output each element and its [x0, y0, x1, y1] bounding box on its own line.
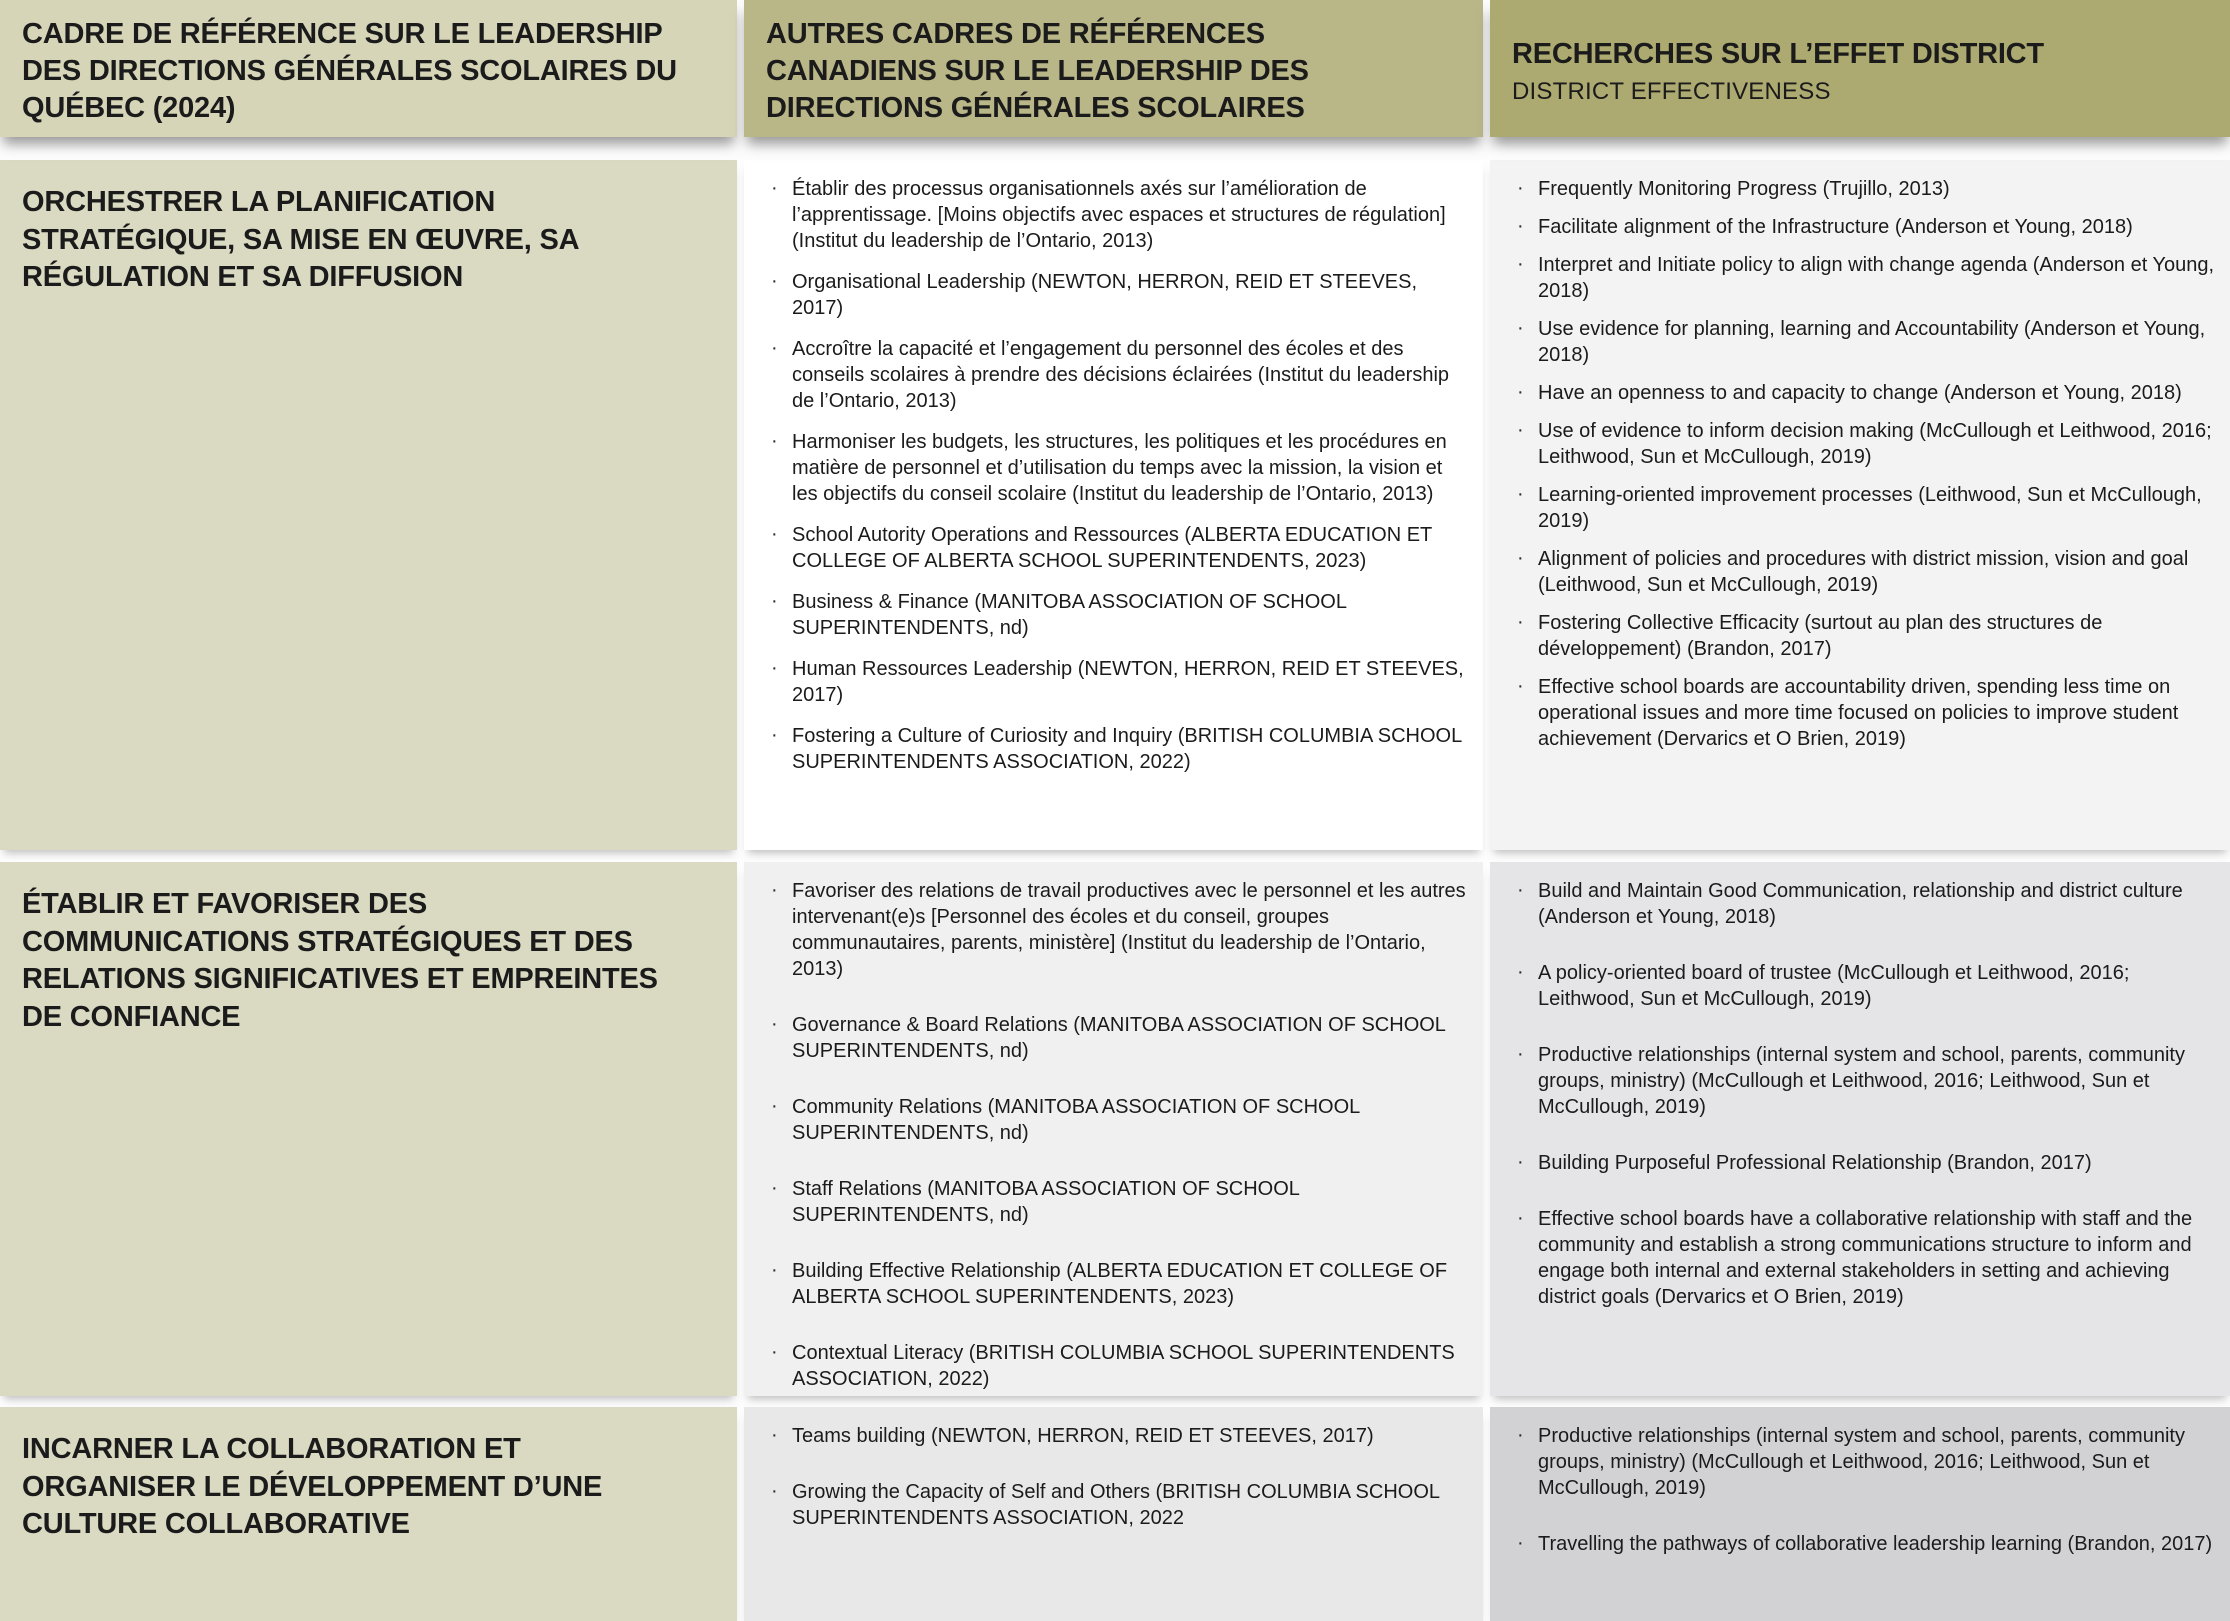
cell-district-communications — [1490, 862, 2230, 1396]
bullet-item: · Governance & Board Relations (MANITOBA ASSOCIATION OF SCHOOL SUPERINTENDENTS, nd) — [764, 1012, 1469, 1064]
bullet-item: · Use evidence for planning, learning and Accountability (Anderson et Young, 2018) — [1510, 316, 2216, 368]
cell-canada-planification — [744, 160, 1483, 850]
bullet-item: · Staff Relations (MANITOBA ASSOCIATION OF SCHOOL SUPERINTENDENTS, nd) — [764, 1176, 1469, 1228]
row-label-communications-text: ÉTABLIR ET FAVORISER DES COMMUNICATIONS STRATÉGIQUES ET DES RELATIONS SIGNIFICATIVES ET EMPREINTES DE CONFIANCE — [22, 888, 658, 1034]
column-header-district-title: RECHERCHES SUR L’EFFET DISTRICT — [1512, 38, 2044, 70]
column-header-quebec — [0, 0, 737, 137]
cell-district-collaboration — [1490, 1407, 2230, 1621]
district-research-list-planification — [1510, 176, 2216, 752]
bullet-item: · Teams building (NEWTON, HERRON, REID ET STEEVES, 2017) — [764, 1423, 1469, 1449]
row-label-planification-text: ORCHESTRER LA PLANIFICATION STRATÉGIQUE, SA MISE EN ŒUVRE, SA RÉGULATION ET SA DIFFUSION — [22, 186, 579, 294]
bullet-item: · Growing the Capacity of Self and Others (BRITISH COLUMBIA SCHOOL SUPERINTENDENTS ASSOCIATION, 2022 — [764, 1479, 1469, 1531]
bullet-item: · Productive relationships (internal system and school, parents, community groups, ministry) (McCullough et Leithwood, 2016; Leithwood, Sun et McCullough, 2019) — [1510, 1423, 2216, 1501]
bullet-item: · Build and Maintain Good Communication, relationship and district culture (Anderson et Young, 2018) — [1510, 878, 2216, 930]
bullet-item: · Building Purposeful Professional Relationship (Brandon, 2017) — [1510, 1150, 2216, 1176]
bullet-item: · Effective school boards are accountability driven, spending less time on operational issues and more time focused on policies to improve student achievement (Dervarics et O Brien, 2019) — [1510, 674, 2216, 752]
column-header-canada-title: AUTRES CADRES DE RÉFÉRENCES CANADIENS SUR LE LEADERSHIP DES DIRECTIONS GÉNÉRALES SCOLAIRES — [766, 18, 1309, 124]
bullet-item: · Alignment of policies and procedures with district mission, vision and goal (Leithwood, Sun et McCullough, 2019) — [1510, 546, 2216, 598]
canadian-frameworks-list-planification — [764, 176, 1469, 775]
bullet-item: · Building Effective Relationship (ALBERTA EDUCATION ET COLLEGE OF ALBERTA SCHOOL SUPERINTENDENTS, 2023) — [764, 1258, 1469, 1310]
row-label-collaboration — [0, 1407, 737, 1621]
column-header-district-subtitle: DISTRICT EFFECTIVENESS — [1512, 77, 1831, 105]
bullet-item: · Productive relationships (internal system and school, parents, community groups, ministry) (McCullough et Leithwood, 2016; Leithwood, Sun et McCullough, 2019) — [1510, 1042, 2216, 1120]
bullet-item: · Contextual Literacy (BRITISH COLUMBIA SCHOOL SUPERINTENDENTS ASSOCIATION, 2022) — [764, 1340, 1469, 1392]
cell-district-planification — [1490, 160, 2230, 850]
bullet-item: · Interpret and Initiate policy to align with change agenda (Anderson et Young, 2018) — [1510, 252, 2216, 304]
row-label-collaboration-text: INCARNER LA COLLABORATION ET ORGANISER LE DÉVELOPPEMENT D’UNE CULTURE COLLABORATIVE — [22, 1433, 603, 1541]
bullet-item: · Favoriser des relations de travail productives avec le personnel et les autres intervenant(e)s [Personnel des écoles et du conseil, groupes communautaires, parents, ministère] (Institut du leadership de l’Ontario, 2013) — [764, 878, 1469, 982]
canadian-frameworks-list-communications — [764, 878, 1469, 1392]
bullet-item: · Frequently Monitoring Progress (Trujillo, 2013) — [1510, 176, 2216, 202]
bullet-item: · Human Ressources Leadership (NEWTON, HERRON, REID ET STEEVES, 2017) — [764, 656, 1469, 708]
bullet-item: · A policy-oriented board of trustee (McCullough et Leithwood, 2016; Leithwood, Sun et McCullough, 2019) — [1510, 960, 2216, 1012]
bullet-item: · Use of evidence to inform decision making (McCullough et Leithwood, 2016; Leithwood, Sun et McCullough, 2019) — [1510, 418, 2216, 470]
bullet-item: · Accroître la capacité et l’engagement du personnel des écoles et des conseils scolaires à prendre des décisions éclairées (Institut du leadership de l’Ontario, 2013) — [764, 336, 1469, 414]
row-label-communications — [0, 862, 737, 1396]
bullet-item: · Harmoniser les budgets, les structures, les politiques et les procédures en matière de personnel et d’utilisation du temps avec la mission, la vision et les objectifs du conseil scolaire (Institut du leadership de l’Ontario, 2013) — [764, 429, 1469, 507]
cell-canada-communications — [744, 862, 1483, 1396]
bullet-item: · Travelling the pathways of collaborative leadership learning (Brandon, 2017) — [1510, 1531, 2216, 1557]
bullet-item: · Organisational Leadership (NEWTON, HERRON, REID ET STEEVES, 2017) — [764, 269, 1469, 321]
bullet-item: · Fostering a Culture of Curiosity and Inquiry (BRITISH COLUMBIA SCHOOL SUPERINTENDENTS ASSOCIATION, 2022) — [764, 723, 1469, 775]
bullet-item: · Have an openness to and capacity to change (Anderson et Young, 2018) — [1510, 380, 2216, 406]
canadian-frameworks-list-collaboration — [764, 1423, 1469, 1531]
bullet-item: · Community Relations (MANITOBA ASSOCIATION OF SCHOOL SUPERINTENDENTS, nd) — [764, 1094, 1469, 1146]
row-label-planification — [0, 160, 737, 850]
bullet-item: · Facilitate alignment of the Infrastructure (Anderson et Young, 2018) — [1510, 214, 2216, 240]
column-header-district — [1490, 0, 2230, 137]
cell-canada-collaboration — [744, 1407, 1483, 1621]
bullet-item: · Effective school boards have a collaborative relationship with staff and the community and establish a strong communications structure to inform and engage both internal and external stakeholders in setting and achieving district goals (Dervarics et O Brien, 2019) — [1510, 1206, 2216, 1310]
bullet-item: · Learning-oriented improvement processes (Leithwood, Sun et McCullough, 2019) — [1510, 482, 2216, 534]
bullet-item: · Établir des processus organisationnels axés sur l’amélioration de l’apprentissage. [Moins objectifs avec espaces et structures de régulation] (Institut du leadership de l’Ontario, 2013) — [764, 176, 1469, 254]
district-research-list-communications — [1510, 878, 2216, 1310]
column-header-canada — [744, 0, 1483, 137]
district-research-list-collaboration — [1510, 1423, 2216, 1557]
bullet-item: · Business & Finance (MANITOBA ASSOCIATION OF SCHOOL SUPERINTENDENTS, nd) — [764, 589, 1469, 641]
bullet-item: · School Autority Operations and Ressources (ALBERTA EDUCATION ET COLLEGE OF ALBERTA SCHOOL SUPERINTENDENTS, 2023) — [764, 522, 1469, 574]
bullet-item: · Fostering Collective Efficacity (surtout au plan des structures de développement) (Brandon, 2017) — [1510, 610, 2216, 662]
column-header-quebec-title: CADRE DE RÉFÉRENCE SUR LE LEADERSHIP DES DIRECTIONS GÉNÉRALES SCOLAIRES DU QUÉBEC (2024) — [22, 18, 677, 124]
